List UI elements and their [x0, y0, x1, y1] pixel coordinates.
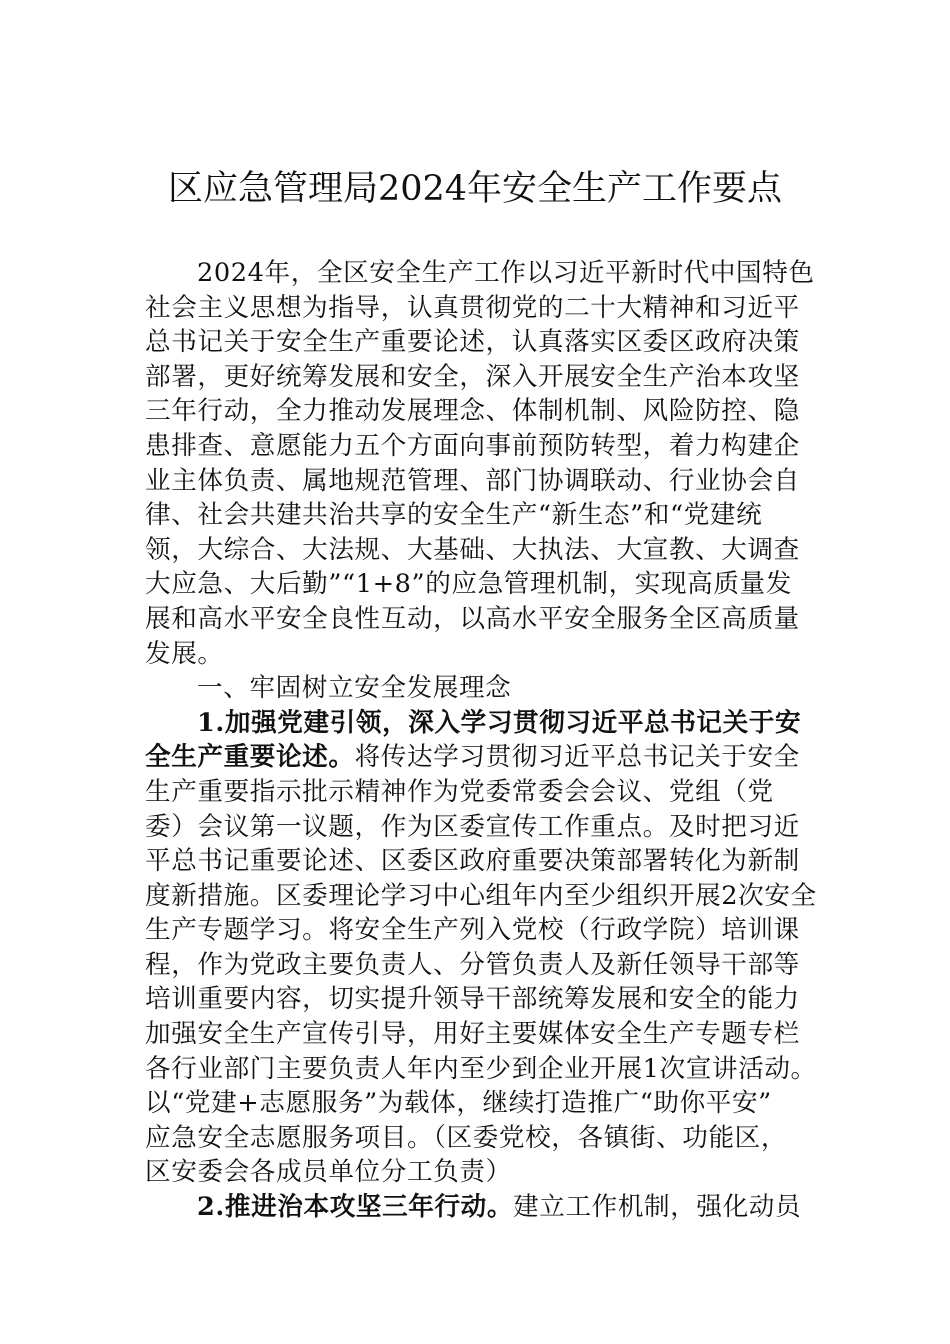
body-text-span: 程，作为党政主要负责人、分管负责人及新任领导干部等 — [145, 949, 800, 980]
body-text-span: 生产重要指示批示精神作为党委常委会会议、党组（党 — [145, 776, 774, 807]
body-text-span: 委）会议第一议题，作为区委宣传工作重点。及时把习近 — [145, 811, 800, 842]
body-text-span: 2024年，全区安全生产工作以习近平新时代中国特色 — [197, 258, 815, 288]
body-text-span: 加强安全生产宣传引导，用好主要媒体安全生产专题专栏 — [145, 1019, 800, 1050]
text-line — [145, 429, 815, 464]
body-text-span: 建立工作机制，强化动员 — [513, 1192, 802, 1223]
text-line — [145, 567, 815, 602]
text-line — [145, 982, 815, 1017]
text-line — [145, 1086, 815, 1121]
text-line — [145, 394, 815, 429]
text-line — [145, 810, 815, 845]
text-line — [145, 706, 815, 741]
text-line — [145, 1052, 815, 1087]
body-text-span: 区安委会各成员单位分工负责） — [145, 1157, 512, 1188]
text-line — [145, 256, 815, 291]
text-line — [145, 360, 815, 395]
text-line — [145, 291, 815, 326]
text-line — [145, 498, 815, 533]
text-line — [145, 637, 815, 672]
text-line — [145, 775, 815, 810]
text-line — [145, 1190, 815, 1225]
text-line — [145, 1155, 815, 1190]
text-line — [145, 1017, 815, 1052]
text-line — [145, 464, 815, 499]
bold-heading-text: 2.推进治本攻坚三年行动。 — [197, 1192, 514, 1223]
text-line — [145, 948, 815, 983]
body-text-span: 三年行动，全力推动发展理念、体制机制、风险防控、隐 — [145, 396, 800, 427]
body-text-span: 培训重要内容，切实提升领导干部统筹发展和安全的能力 — [145, 984, 800, 1015]
body-text-span: 患排查、意愿能力五个方面向事前预防转型，着力构建企 — [145, 430, 800, 461]
body-text-span: 发展。 — [145, 638, 224, 669]
text-line — [145, 913, 815, 948]
body-text-span: 大应急、大后勤”“1+8”的应急管理机制，实现高质量发 — [145, 569, 792, 600]
body-text-span: 展和高水平安全良性互动，以高水平安全服务全区高质量 — [145, 603, 800, 634]
body-text-span: 一、牢固树立安全发展理念 — [197, 673, 512, 704]
body-text-span: 度新措施。区委理论学习中心组年内至少组织开展2次安全 — [145, 880, 817, 911]
document-title: 区应急管理局2024年安全生产工作要点 — [167, 169, 783, 209]
text-line — [145, 325, 815, 360]
body-text-span: 业主体负责、属地规范管理、部门协调联动、行业协会自 — [145, 465, 800, 496]
text-line — [145, 533, 815, 568]
text-line — [145, 671, 815, 706]
text-line — [145, 1121, 815, 1156]
text-line — [145, 602, 815, 637]
body-text-span: 社会主义思想为指导，认真贯彻党的二十大精神和习近平 — [145, 292, 800, 323]
body-text-span: 以“党建+志愿服务”为载体，继续打造推广“助你平安” — [145, 1088, 772, 1119]
text-line — [145, 844, 815, 879]
body-text-span: 平总书记重要论述、区委区政府重要决策部署转化为新制 — [145, 846, 800, 877]
body-text-span: 生产专题学习。将安全生产列入党校（行政学院）培训课 — [145, 915, 800, 946]
text-line — [145, 740, 815, 775]
body-text-span: 各行业部门主要负责人年内至少到企业开展1次宣讲活动。 — [145, 1053, 817, 1084]
document-body — [145, 256, 815, 1225]
text-line — [145, 879, 815, 914]
body-text-span: 将传达学习贯彻习近平总书记关于安全 — [354, 742, 800, 773]
body-text-span: 部署，更好统筹发展和安全，深入开展安全生产治本攻坚 — [145, 361, 800, 392]
body-text-span: 总书记关于安全生产重要论述，认真落实区委区政府决策 — [145, 327, 800, 358]
bold-heading-text: 1.加强党建引领，深入学习贯彻习近平总书记关于安 — [197, 707, 802, 738]
bold-heading-text: 全生产重要论述。 — [145, 742, 355, 773]
body-text-span: 领，大综合、大法规、大基础、大执法、大宣教、大调查 — [145, 534, 800, 565]
body-text-span: 律、社会共建共治共享的安全生产“新生态”和“党建统 — [145, 500, 763, 531]
body-text-span: 应急安全志愿服务项目。（区委党校，各镇街、功能区， — [145, 1122, 788, 1153]
